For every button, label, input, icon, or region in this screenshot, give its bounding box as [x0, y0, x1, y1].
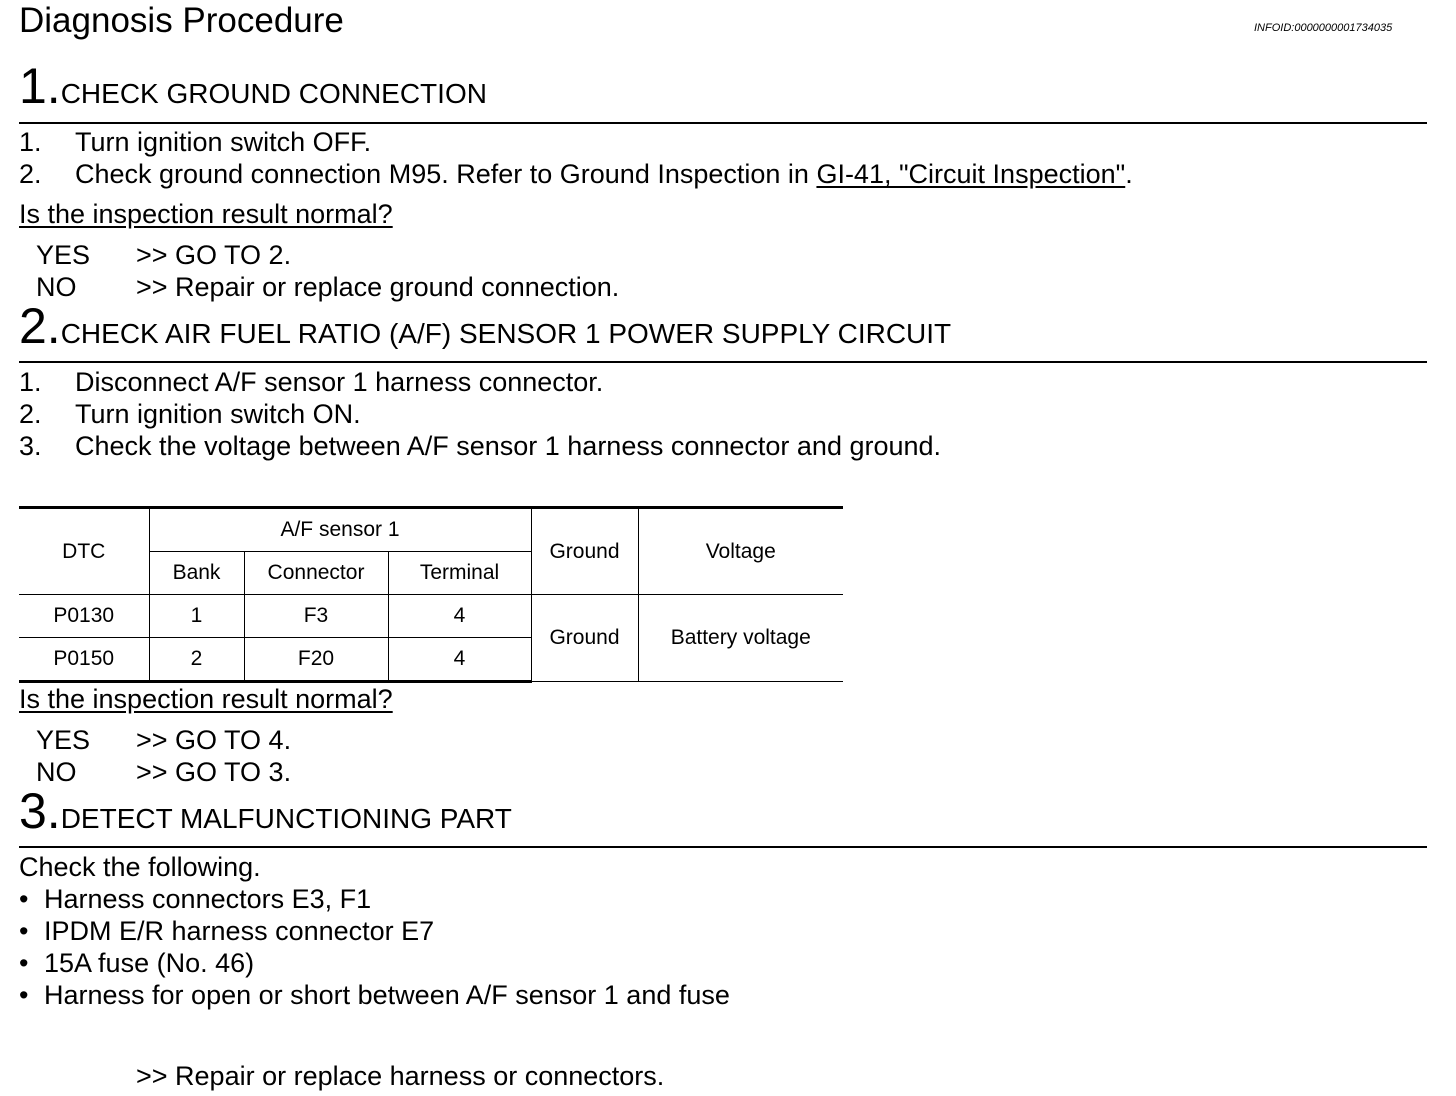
- cell-voltage: Battery voltage: [638, 595, 843, 682]
- step-2-divider: [19, 361, 1427, 363]
- header-terminal: Terminal: [388, 552, 531, 595]
- answer-text: >> GO TO 2.: [136, 240, 292, 270]
- header-bank: Bank: [149, 552, 244, 595]
- answer-key: NO: [36, 757, 77, 787]
- bullet-marker: •: [19, 948, 29, 978]
- bullet-item: [19, 883, 371, 915]
- step-3-intro: Check the following.: [19, 852, 261, 882]
- cell-bank: 2: [149, 638, 244, 682]
- step-1-title: CHECK GROUND CONNECTION: [60, 78, 487, 109]
- cell-dtc: P0130: [19, 595, 149, 638]
- step-1-item-2: [19, 158, 1133, 190]
- answer-text: >> Repair or replace ground connection.: [136, 272, 620, 302]
- step-3-number: 3.: [19, 783, 61, 839]
- header-af-sensor-1: A/F sensor 1: [149, 508, 531, 552]
- circuit-inspection-link[interactable]: GI-41, "Circuit Inspection": [816, 159, 1126, 189]
- header-voltage: Voltage: [638, 508, 843, 595]
- cell-connector: F3: [244, 595, 388, 638]
- step-1-answer-yes: [36, 239, 291, 271]
- bullet-item: [19, 947, 254, 979]
- step-1-answer-no: [36, 271, 619, 303]
- cell-terminal: 4: [388, 595, 531, 638]
- step-1-question: Is the inspection result normal?: [19, 199, 393, 229]
- voltage-spec-table: [19, 506, 843, 683]
- cell-ground: Ground: [531, 595, 638, 682]
- step-1-heading: [19, 58, 487, 114]
- step-2-title: CHECK AIR FUEL RATIO (A/F) SENSOR 1 POWER SUPPLY CIRCUIT: [60, 318, 952, 349]
- step-2-heading: [19, 298, 952, 354]
- table-row: [19, 595, 843, 638]
- bullet-item: [19, 979, 730, 1011]
- info-id: INFOID:0000000001734035: [1254, 22, 1393, 34]
- step-1-number: 1.: [19, 58, 61, 114]
- item-number: 2.: [19, 399, 42, 429]
- answer-key: YES: [36, 725, 91, 755]
- bullet-marker: •: [19, 916, 29, 946]
- item-number: 3.: [19, 431, 42, 461]
- step-3-divider: [19, 846, 1427, 848]
- header-ground: Ground: [531, 508, 638, 595]
- step-1-divider: [19, 122, 1427, 124]
- cell-dtc: P0150: [19, 638, 149, 682]
- cell-bank: 1: [149, 595, 244, 638]
- answer-text: >> GO TO 3.: [136, 757, 292, 787]
- step-3-title: DETECT MALFUNCTIONING PART: [60, 803, 512, 834]
- item-number: 1.: [19, 127, 42, 157]
- item-text: Turn ignition switch ON.: [75, 399, 361, 429]
- header-dtc: DTC: [19, 508, 149, 595]
- answer-key: NO: [36, 272, 77, 302]
- bullet-marker: •: [19, 980, 29, 1010]
- bullet-text: 15A fuse (No. 46): [44, 948, 255, 978]
- item-number: 2.: [19, 159, 42, 189]
- step-2-item-1: [19, 366, 603, 398]
- item-text-end: .: [1125, 159, 1133, 189]
- item-text: Disconnect A/F sensor 1 harness connector.: [75, 367, 604, 397]
- item-number: 1.: [19, 367, 42, 397]
- step-3-heading: [19, 783, 512, 839]
- step-3-result: >> Repair or replace harness or connectors.: [136, 1061, 665, 1091]
- answer-key: YES: [36, 240, 91, 270]
- answer-text: >> GO TO 4.: [136, 725, 292, 755]
- header-connector: Connector: [244, 552, 388, 595]
- item-text: Check ground connection M95. Refer to Ground Inspection in: [75, 159, 817, 189]
- table-header-row: [19, 508, 843, 552]
- step-2-answer-no: [36, 756, 291, 788]
- cell-terminal: 4: [388, 638, 531, 682]
- step-2-number: 2.: [19, 298, 61, 354]
- step-2-question: Is the inspection result normal?: [19, 684, 393, 714]
- cell-connector: F20: [244, 638, 388, 682]
- page-title: Diagnosis Procedure: [19, 1, 344, 40]
- bullet-text: IPDM E/R harness connector E7: [44, 916, 435, 946]
- step-1-item-1: [19, 126, 371, 158]
- bullet-item: [19, 915, 434, 947]
- step-2-item-3: [19, 430, 941, 462]
- bullet-marker: •: [19, 884, 29, 914]
- item-text: Check the voltage between A/F sensor 1 harness connector and ground.: [75, 431, 942, 461]
- step-2-item-2: [19, 398, 361, 430]
- bullet-text: Harness for open or short between A/F sensor 1 and fuse: [44, 980, 730, 1010]
- step-2-answer-yes: [36, 724, 291, 756]
- item-text: Turn ignition switch OFF.: [75, 127, 372, 157]
- bullet-text: Harness connectors E3, F1: [44, 884, 372, 914]
